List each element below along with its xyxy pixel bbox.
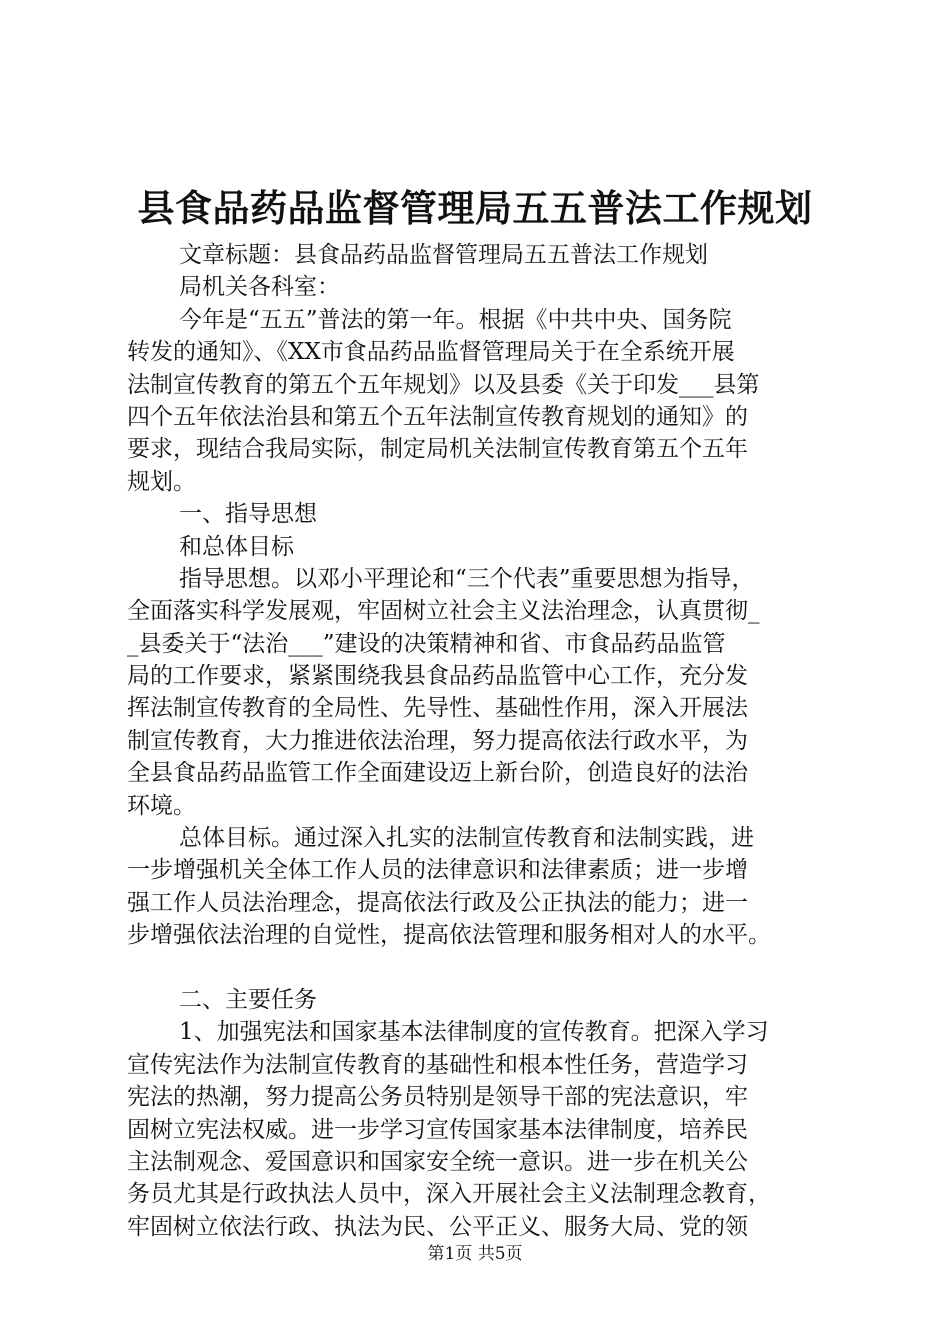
body-line: 主法制观念、爱国意识和国家安全统一意识。进一步在机关公: [127, 1148, 748, 1175]
body-line: 指导思想。以邓小平理论和“三个代表”重要思想为指导，: [179, 565, 755, 592]
blank-line: [127, 952, 847, 984]
body-line: 转发的通知》、《XX市食品药品监督管理局关于在全系统开展: [127, 339, 735, 366]
body-line: 法制宣传教育的第五个五年规划》以及县委《关于印发___县第: [127, 371, 760, 398]
body-line: 一、指导思想: [179, 501, 317, 528]
page-footer: 第1页 共5页: [427, 1244, 523, 1264]
body-line: 二、主要任务: [179, 986, 317, 1013]
body-line: 制宣传教育，大力推进依法治理，努力提高依法行政水平，为: [127, 727, 748, 754]
body-line: 一步增强机关全体工作人员的法律意识和法律素质；进一步增: [127, 857, 748, 884]
body-line: 全面落实科学发展观，牢固树立社会主义法治理念，认真贯彻_: [127, 598, 760, 625]
body-line: 固树立宪法权威。进一步学习宣传国家基本法律制度，培养民: [127, 1116, 748, 1143]
body-line: 总体目标。通过深入扎实的法制宣传教育和法制实践，进: [179, 825, 754, 852]
body-line: 环境。: [127, 792, 196, 819]
body-line: 全县食品药品监管工作全面建设迈上新台阶，创造良好的法治: [127, 760, 748, 787]
body-line: 规划。: [127, 468, 196, 495]
body-line: 要求，现结合我局实际，制定局机关法制宣传教育第五个五年: [127, 436, 748, 463]
body-line: 宣传宪法作为法制宣传教育的基础性和根本性任务，营造学习: [127, 1051, 748, 1078]
body-line: 今年是“五五”普法的第一年。根据《中共中央、国务院: [179, 306, 732, 333]
body-line: 牢固树立依法行政、执法为民、公平正义、服务大局、党的领: [127, 1213, 748, 1240]
body-line: 务员尤其是行政执法人员中，深入开展社会主义法制理念教育，: [127, 1181, 771, 1208]
body-line: 步增强依法治理的自觉性，提高依法管理和服务相对人的水平。: [127, 922, 771, 949]
body-line: 挥法制宣传教育的全局性、先导性、基础性作用，深入开展法: [127, 695, 748, 722]
body-line: 宪法的热潮，努力提高公务员特别是领导干部的宪法意识，牢: [127, 1084, 748, 1111]
body-line: 文章标题：县食品药品监督管理局五五普法工作规划: [179, 242, 708, 268]
body-line: 和总体目标: [179, 533, 294, 560]
document-body: [127, 239, 847, 1243]
body-line: 强工作人员法治理念，提高依法行政及公正执法的能力；进一: [127, 889, 748, 916]
body-line: 1、加强宪法和国家基本法律制度的宣传教育。把深入学习: [179, 1019, 769, 1046]
document-title: 县食品药品监督管理局五五普法工作规划: [137, 187, 813, 230]
body-line: 局的工作要求，紧紧围绕我县食品药品监管中心工作，充分发: [127, 663, 748, 690]
body-line: _县委关于“法治___”建设的决策精神和省、市食品药品监管: [127, 630, 726, 657]
body-line: 四个五年依法治县和第五个五年法制宣传教育规划的通知》的: [127, 403, 748, 430]
body-line: 局机关各科室：: [179, 274, 340, 301]
